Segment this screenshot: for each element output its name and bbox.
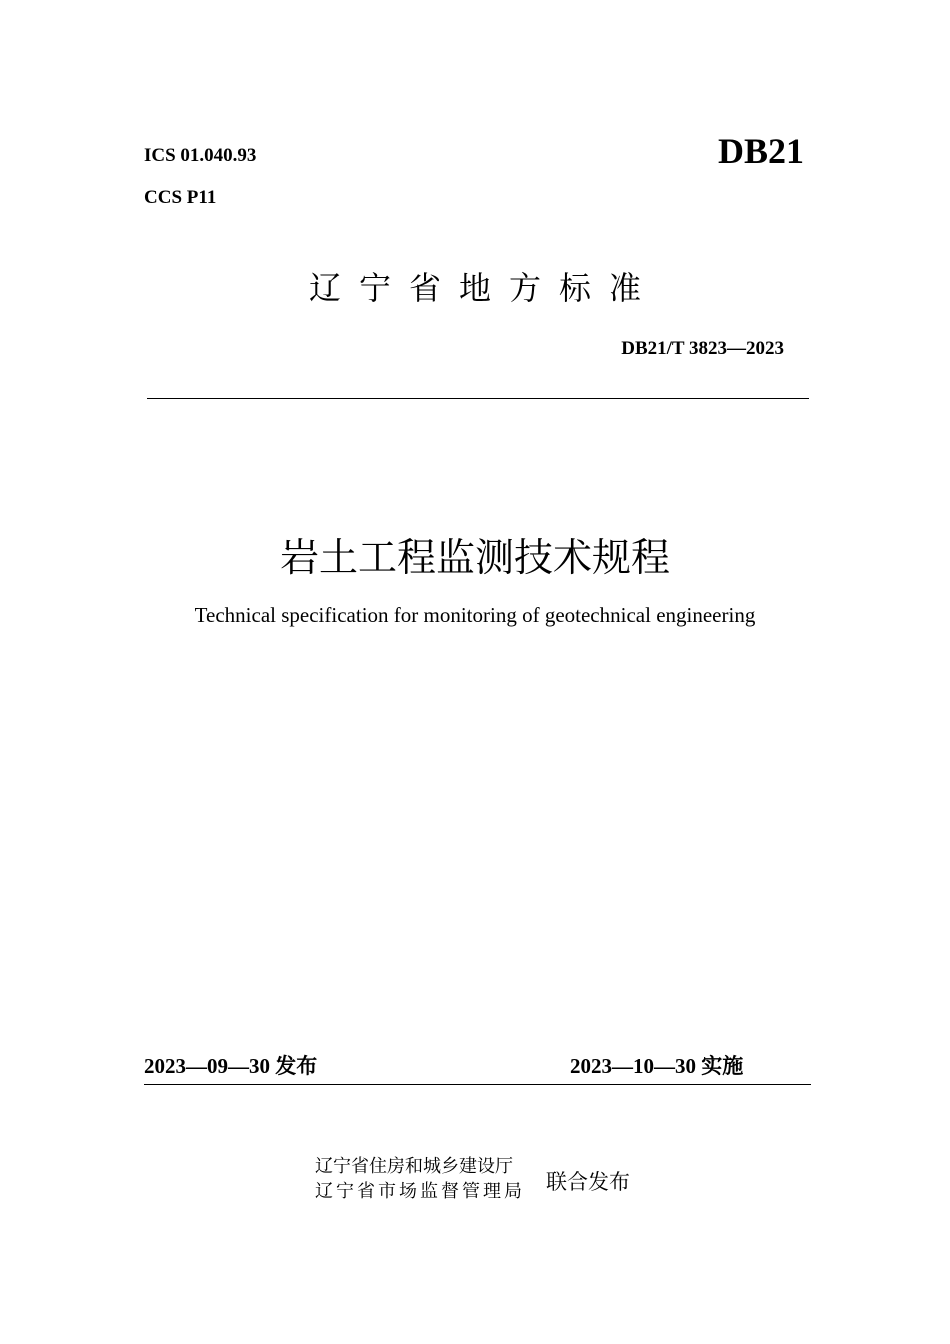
standard-number: DB21/T 3823—2023	[621, 338, 784, 359]
title-chinese: 岩土工程监测技术规程	[279, 536, 670, 581]
joint-release-label: 联合发布	[546, 1170, 630, 1194]
title-english: Technical specification for monitoring of geotechnical engineering	[194, 603, 756, 627]
ics-code: ICS 01.040.93	[144, 145, 257, 166]
bottom-divider	[144, 1084, 811, 1085]
top-divider	[147, 398, 809, 399]
issuer-1: 辽宁省住房和城乡建设厅	[315, 1156, 513, 1177]
db-code: DB21	[717, 131, 804, 171]
standard-type: 辽宁省地方标准	[308, 269, 659, 307]
issuer-2: 辽宁省市场监督管理局	[315, 1181, 525, 1202]
implementation-date: 2023—10—30 实施	[570, 1054, 744, 1078]
ccs-code: CCS P11	[144, 187, 217, 208]
issue-date: 2023—09—30 发布	[144, 1054, 318, 1078]
